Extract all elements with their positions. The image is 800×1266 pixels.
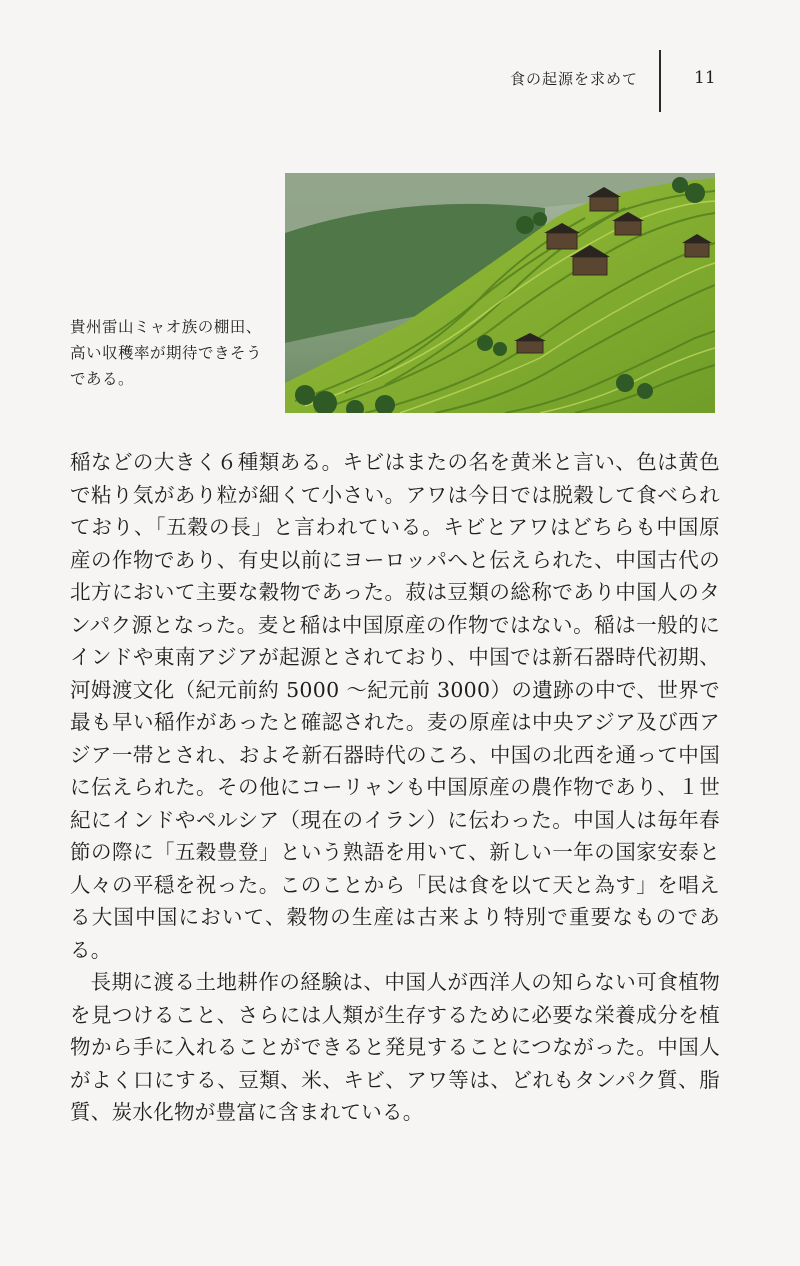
terraced-rice-field-photo (285, 173, 715, 413)
figure-caption: 貴州雷山ミャオ族の棚田、高い収穫率が期待できそうである。 (70, 318, 263, 388)
body-paragraph: 長期に渡る土地耕作の経験は、中国人が西洋人の知らない可食植物を見つけること、さらには人類が生存するために必要な栄養成分を植物から手に入れることができると発見することにつながった。中国人がよく口にする、豆類、米、キビ、アワ等は、どれもタンパク質、脂質、炭水化物が豊富に含まれている。 (70, 970, 720, 1124)
header-divider (659, 50, 661, 112)
body-text (70, 446, 720, 1129)
running-header (0, 50, 800, 112)
body-paragraph: 稲などの大きく６種類ある。キビはまたの名を黄米と言い、色は黄色で粘り気があり粒が細くて小さい。アワは今日では脱穀して食べられており、「五穀の長」と言われている。キビとアワはどちらも中国原産の作物であり、有史以前にヨーロッパへと伝えられた、中国古代の北方において主要な穀物であった。菽は豆類の総称であり中国人のタンパク源となった。麦と稲は中国原産の作物ではない。稲は一般的にインドや東南アジアが起源とされており、中国では新石器時代初期、河姆渡文化（紀元前約 5000 〜紀元前 3000）の遺跡の中で、世界で最も早い稲作があったと確認された。麦の原産は中央アジア及び西アジア一帯とされ、およそ新石器時代のころ、中国の北西を通って中国に伝えられた。その他にコーリャンも中国原産の農作物であり、１世紀にインドやペルシア（現在のイラン）に伝わった。中国人は毎年春節の際に「五穀豊登」という熟語を用いて、新しい一年の国家安泰と人々の平穏を祝った。このことから「民は食を以て天と為す」を唱える大国中国において、穀物の生産は古来より特別で重要なものである。 (70, 450, 720, 962)
page-number: 11 (694, 68, 716, 88)
section-title: 食の起源を求めて (509, 70, 638, 88)
